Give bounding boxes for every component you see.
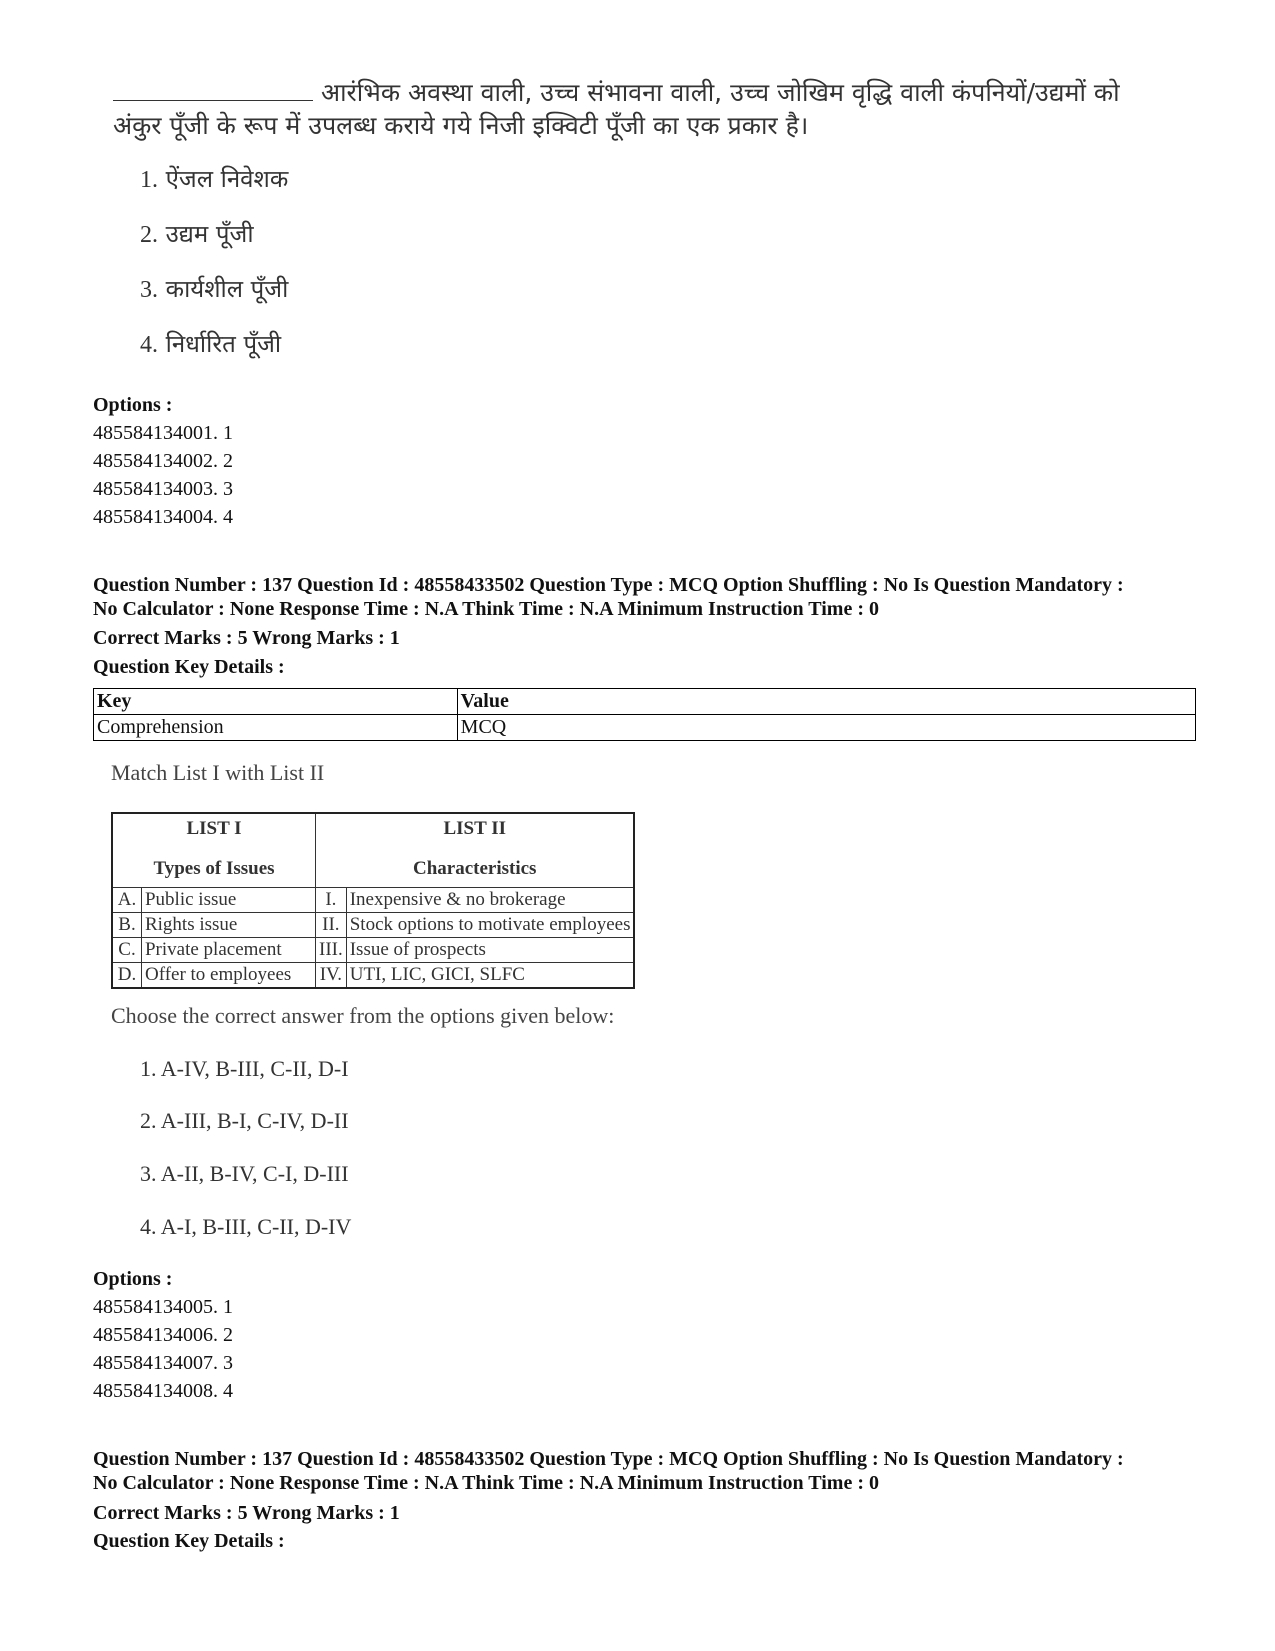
option-id-5: 485584134005. 1	[93, 1296, 233, 1318]
list1-item: Rights issue	[141, 913, 315, 938]
value-cell: MCQ	[457, 715, 1195, 741]
list2-numeral: II.	[316, 913, 347, 938]
key-cell: Comprehension	[94, 715, 458, 741]
match-option-4: 4. A-I, B-III, C-II, D-IV	[140, 1214, 352, 1239]
option-id-8: 485584134008. 4	[93, 1380, 233, 1402]
list2-item: Issue of prospects	[346, 938, 634, 963]
match-option-2: 2. A-III, B-I, C-IV, D-II	[140, 1108, 349, 1133]
question-stem	[113, 76, 1153, 142]
option-id-6: 485584134006. 2	[93, 1324, 233, 1346]
value-header: Value	[457, 689, 1195, 715]
list1-item: Offer to employees	[141, 963, 315, 989]
hindi-option-4: 4. निर्धारित पूँजी	[140, 330, 282, 358]
option-id-4: 485584134004. 4	[93, 506, 233, 528]
table-row	[112, 888, 634, 913]
hindi-option-3: 3. कार्यशील पूँजी	[140, 275, 289, 303]
list2-item: UTI, LIC, GICI, SLFC	[346, 963, 634, 989]
list1-letter: C.	[112, 938, 141, 963]
list1-letter: D.	[112, 963, 141, 989]
option-id-1: 485584134001. 1	[93, 422, 233, 444]
question-header	[93, 1447, 1193, 1495]
key-header: Key	[94, 689, 458, 715]
marks-info: Correct Marks : 5 Wrong Marks : 1	[93, 627, 400, 649]
key-details-table	[93, 688, 1196, 741]
question-stem-text: आरंभिक अवस्था वाली, उच्च संभावना वाली, उच्च जोखिम वृद्धि वाली कंपनियों/उद्यमों को अंकुर पूँजी के रूप में उपलब्ध कराये गये निजी इक्विटी पूँजी का एक प्रकार है।	[113, 78, 1120, 140]
list1-item: Public issue	[141, 888, 315, 913]
list2-header: LIST II Characteristics	[316, 813, 635, 888]
options-label: Options :	[93, 1268, 173, 1290]
answer-blank	[113, 78, 313, 101]
table-row	[112, 963, 634, 989]
question-header-line-1: Question Number : 137 Question Id : 48558433502 Question Type : MCQ Option Shuffling : No Is Question Mandatory :	[93, 1448, 1124, 1470]
table-row	[112, 938, 634, 963]
key-details-label: Question Key Details :	[93, 656, 285, 678]
question-header-line-2: No Calculator : None Response Time : N.A Think Time : N.A Minimum Instruction Time : 0	[93, 1472, 879, 1494]
match-option-1: 1. A-IV, B-III, C-II, D-I	[140, 1056, 349, 1081]
table-header-row	[94, 689, 1196, 715]
match-option-3: 3. A-II, B-IV, C-I, D-III	[140, 1161, 349, 1186]
table-row	[94, 715, 1196, 741]
list2-item: Inexpensive & no brokerage	[346, 888, 634, 913]
question-header-line-2: No Calculator : None Response Time : N.A Think Time : N.A Minimum Instruction Time : 0	[93, 598, 879, 620]
match-instruction: Match List I with List II	[111, 760, 325, 785]
list1-letter: B.	[112, 913, 141, 938]
list2-item: Stock options to motivate employees	[346, 913, 634, 938]
list1-item: Private placement	[141, 938, 315, 963]
hindi-option-2: 2. उद्यम पूँजी	[140, 220, 254, 248]
question-header-line-1: Question Number : 137 Question Id : 48558433502 Question Type : MCQ Option Shuffling : No Is Question Mandatory :	[93, 574, 1124, 596]
list2-numeral: III.	[316, 938, 347, 963]
option-id-2: 485584134002. 2	[93, 450, 233, 472]
hindi-option-1: 1. ऐंजल निवेशक	[140, 165, 289, 193]
choose-instruction: Choose the correct answer from the options given below:	[111, 1003, 615, 1028]
list2-numeral: I.	[316, 888, 347, 913]
option-id-7: 485584134007. 3	[93, 1352, 233, 1374]
list2-numeral: IV.	[316, 963, 347, 989]
list1-letter: A.	[112, 888, 141, 913]
match-table-header	[112, 813, 634, 888]
key-details-label: Question Key Details :	[93, 1530, 285, 1552]
match-list-table	[111, 812, 635, 989]
list1-header: LIST I Types of Issues	[112, 813, 316, 888]
question-header	[93, 573, 1193, 621]
option-id-3: 485584134003. 3	[93, 478, 233, 500]
table-row	[112, 913, 634, 938]
options-label: Options :	[93, 394, 173, 416]
marks-info: Correct Marks : 5 Wrong Marks : 1	[93, 1502, 400, 1524]
